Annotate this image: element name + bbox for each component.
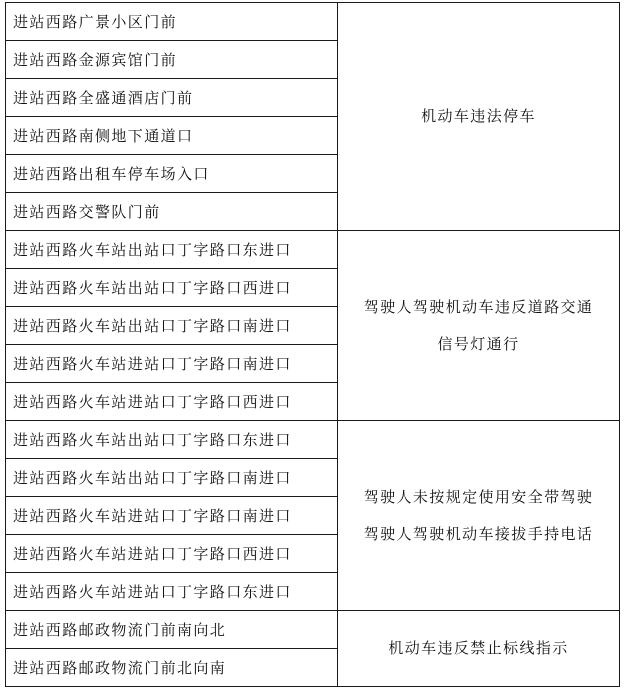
location-cell: 进站西路邮政物流门前南向北 xyxy=(6,611,338,649)
location-cell: 进站西路邮政物流门前北向南 xyxy=(6,649,338,687)
violation-text: 驾驶人驾驶机动车接拔手持电话 xyxy=(363,524,594,543)
location-cell: 进站西路火车站出站口丁字路口东进口 xyxy=(6,231,338,269)
violation-cell xyxy=(338,611,620,687)
location-cell: 进站西路火车站出站口丁字路口东进口 xyxy=(6,421,338,459)
violation-text: 驾驶人未按规定使用安全带驾驶 xyxy=(363,487,594,506)
location-cell: 进站西路火车站进站口丁字路口南进口 xyxy=(6,345,338,383)
violation-cell xyxy=(338,231,620,421)
table-row xyxy=(6,3,620,41)
location-cell: 进站西路交警队门前 xyxy=(6,193,338,231)
location-cell: 进站西路火车站进站口丁字路口西进口 xyxy=(6,383,338,421)
violation-text: 机动车违法停车 xyxy=(421,107,536,125)
location-cell: 进站西路全盛通酒店门前 xyxy=(6,79,338,117)
table-row xyxy=(6,611,620,649)
location-cell: 进站西路火车站进站口丁字路口东进口 xyxy=(6,573,338,611)
location-cell: 进站西路火车站进站口丁字路口南进口 xyxy=(6,497,338,535)
table-row xyxy=(6,421,620,459)
violation-text: 信号灯通行 xyxy=(437,334,520,353)
location-cell: 进站西路火车站出站口丁字路口南进口 xyxy=(6,307,338,345)
violation-cell xyxy=(338,3,620,231)
location-cell: 进站西路广景小区门前 xyxy=(6,3,338,41)
location-cell: 进站西路南侧地下通道口 xyxy=(6,117,338,155)
location-cell: 进站西路火车站出站口丁字路口西进口 xyxy=(6,269,338,307)
violation-text: 机动车违反禁止标线指示 xyxy=(388,639,569,657)
location-cell: 进站西路火车站进站口丁字路口西进口 xyxy=(6,535,338,573)
table-row xyxy=(6,231,620,269)
violation-cell xyxy=(338,421,620,611)
location-cell: 进站西路出租车停车场入口 xyxy=(6,155,338,193)
violation-location-table xyxy=(5,2,620,687)
violation-text: 驾驶人驾驶机动车违反道路交通 xyxy=(363,297,594,316)
location-cell: 进站西路火车站出站口丁字路口南进口 xyxy=(6,459,338,497)
location-cell: 进站西路金源宾馆门前 xyxy=(6,41,338,79)
